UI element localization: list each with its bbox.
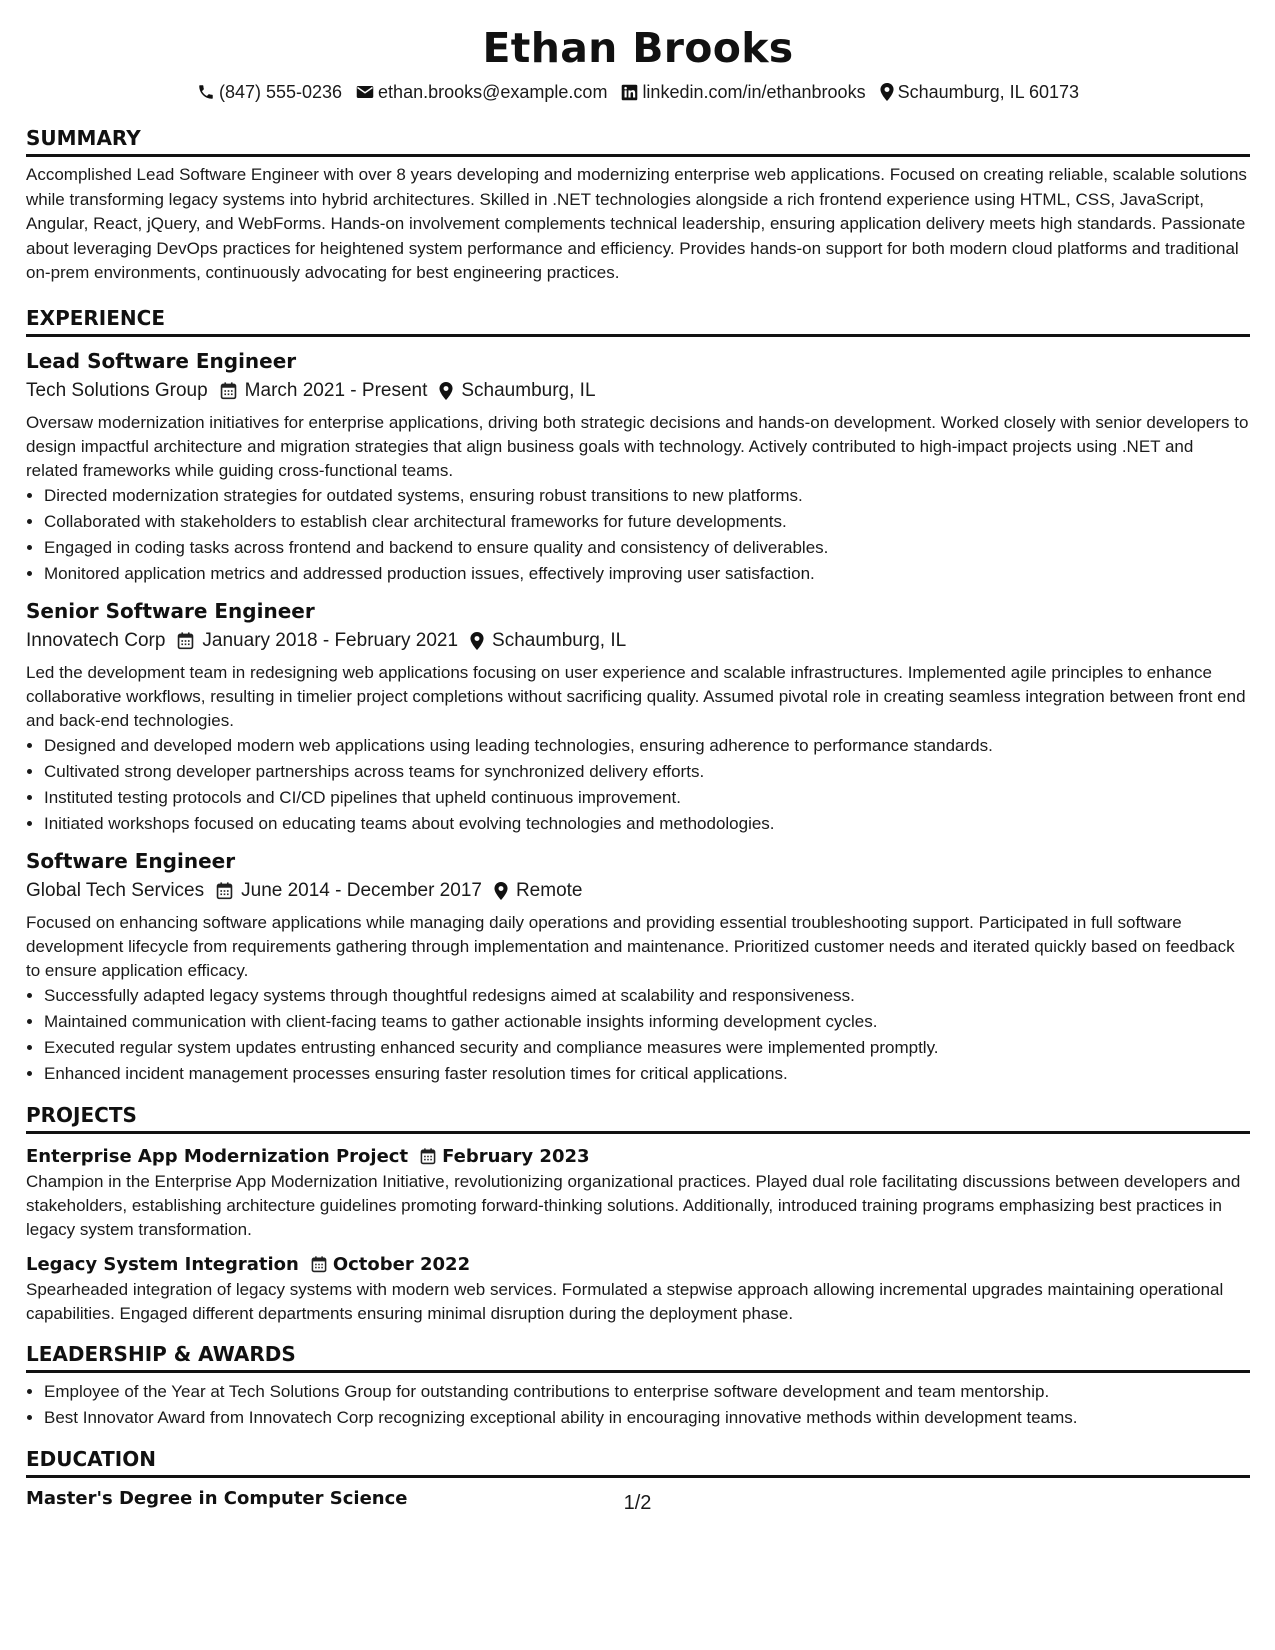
summary-text: Accomplished Lead Software Engineer with over 8 years developing and modernizing enterprise web applications. Focused on creating reliable, scalable solutions while transforming legacy systems into hybrid architectures. Skilled in .NET technologies alongside a rich frontend experience using HTML, CSS, JavaScript, Angular, React, jQuery, and WebForms. Hands-on involvement complements technical leadership, ensuring application delivery meets high standards. Passionate about leveraging DevOps practices for heightened system performance and efficiency. Provides hands-on support for both modern cloud platforms and traditional on-prem environments, continuously advocating for best engineering practices. [26,165,1247,282]
summary-section [26,126,1250,286]
job-bullets [26,733,1250,837]
job-description: Focused on enhancing software applications while managing daily operations and providing essential troubleshooting support. Participated in full software development lifecycle from requirements gathering through implementation and maintenance. Prioritized customer needs and iterated quickly based on feedback to ensure application efficacy. [26,912,1235,980]
job-entry [26,347,1250,587]
job-title: Lead Software Engineer [26,348,297,373]
list-item: • Maintained communication with client-facing teams to gather actionable insights informing development cycles. [44,1009,1250,1035]
contact-phone [197,82,342,103]
job-description: Oversaw modernization initiatives for enterprise applications, driving both strategic decisions and hands-on development. Worked closely with senior developers to design impactful architecture and migration strategies that align business goals with technology. Actively contributed to high-impact projects using .NET and related frameworks while guiding cross-functional teams. [26,412,1249,480]
email-link[interactable]: ethan.brooks@example.com [378,81,608,102]
map-pin-icon [880,83,894,101]
list-item: • Instituted testing protocols and CI/CD pipelines that upheld continuous improvement. [44,785,1250,811]
contact-email[interactable] [356,82,607,103]
job-description: Led the development team in redesigning web applications focusing on user experience and scalable infrastructures. Implemented agile principles to enhance collaborative workflows, resulting in timelier project completions without sacrificing quality. Assumed pivotal role in creating seamless integration between front end and back-end technologies. [26,662,1246,730]
candidate-name: Ethan Brooks [482,24,794,72]
job-location: Schaumburg, IL [492,629,627,651]
map-pin-icon [494,882,508,900]
list-item: • Enhanced incident management processes ensuring faster resolution times for critical applications. [44,1061,1250,1087]
section-title-summary: SUMMARY [26,126,1250,157]
linkedin-link[interactable]: linkedin.com/in/ethanbrooks [642,81,866,102]
map-pin-icon [470,632,484,650]
list-item: • Collaborated with stakeholders to establish clear architectural frameworks for future developments. [44,509,1250,535]
list-item: • Executed regular system updates entrusting enhanced security and compliance measures were implemented promptly. [44,1035,1250,1061]
job-bullets [26,483,1250,587]
calendar-icon [311,1256,327,1273]
awards-list [26,1379,1250,1431]
phone-text: (847) 555-0236 [218,81,343,102]
phone-icon [197,83,215,101]
job-meta [26,627,1250,655]
calendar-icon [220,382,237,400]
calendar-icon [420,1148,436,1165]
job-meta [26,877,1250,905]
calendar-icon [216,882,233,900]
section-title-education: EDUCATION [26,1447,1250,1478]
linkedin-icon [621,84,638,101]
job-dates: March 2021 - Present [244,379,428,401]
project-entry [26,1144,1250,1242]
projects-section [26,1103,1250,1326]
page-number: 1/2 [623,1492,652,1514]
project-header [26,1252,1250,1278]
education-degree: Master's Degree in Computer Science [26,1487,408,1509]
project-date: October 2022 [332,1253,471,1275]
section-title-awards: LEADERSHIP & AWARDS [26,1342,1250,1373]
list-item: • Initiated workshops focused on educating teams about evolving technologies and methodologies. [44,811,1250,837]
list-item: • Engaged in coding tasks across frontend and backend to ensure quality and consistency of deliverables. [44,535,1250,561]
project-name: Enterprise App Modernization Project [26,1145,409,1167]
list-item: • Employee of the Year at Tech Solutions Group for outstanding contributions to enterprise software development and team mentorship. [44,1379,1250,1405]
project-date: February 2023 [442,1145,590,1167]
job-company: Tech Solutions Group [26,379,208,401]
job-location: Remote [515,879,583,901]
location-text: Schaumburg, IL 60173 [897,81,1080,102]
list-item: • Cultivated strong developer partnerships across teams for synchronized delivery efforts. [44,759,1250,785]
project-name: Legacy System Integration [26,1253,299,1275]
section-title-projects: PROJECTS [26,1103,1250,1134]
section-title-experience: EXPERIENCE [26,306,1250,337]
experience-section [26,306,1250,1087]
envelope-icon [356,84,374,100]
job-bullets [26,983,1250,1087]
project-description: Spearheaded integration of legacy systems with modern web services. Formulated a stepwise approach allowing incremental upgrades maintaining operational capabilities. Engaged different departments ensuring minimal disruption during the deployment phase. [26,1279,1224,1323]
job-company: Innovatech Corp [26,629,166,651]
job-dates: June 2014 - December 2017 [241,879,482,901]
job-entry [26,847,1250,1087]
project-header [26,1144,1250,1170]
project-description: Champion in the Enterprise App Modernization Initiative, revolutionizing organizational practices. Played dual role facilitating discussions between developers and stakeholders, establishing architecture guidelines promoting forward-thinking solutions. Additionally, introduced training programs emphasizing best practices in legacy system transformation. [26,1171,1241,1239]
contact-location [880,82,1079,103]
job-meta [26,377,1250,405]
contact-bar [26,80,1250,104]
map-pin-icon [439,382,453,400]
job-title: Software Engineer [26,848,236,873]
resume-page [26,0,1250,1512]
job-company: Global Tech Services [26,879,205,901]
list-item: • Monitored application metrics and addressed production issues, effectively improving user satisfaction. [44,561,1250,587]
job-location: Schaumburg, IL [461,379,596,401]
calendar-icon [177,632,194,650]
list-item: • Best Innovator Award from Innovatech Corp recognizing exceptional ability in encouraging innovative methods within development teams. [44,1405,1250,1431]
list-item: • Successfully adapted legacy systems through thoughtful redesigns aimed at scalability and responsiveness. [44,983,1250,1009]
project-entry [26,1252,1250,1326]
list-item: • Directed modernization strategies for outdated systems, ensuring robust transitions to new platforms. [44,483,1250,509]
list-item: • Designed and developed modern web applications using leading technologies, ensuring adherence to performance standards. [44,733,1250,759]
job-entry [26,597,1250,837]
contact-linkedin[interactable] [621,82,865,103]
job-dates: January 2018 - February 2021 [202,629,459,651]
job-title: Senior Software Engineer [26,598,315,623]
awards-section [26,1342,1250,1431]
